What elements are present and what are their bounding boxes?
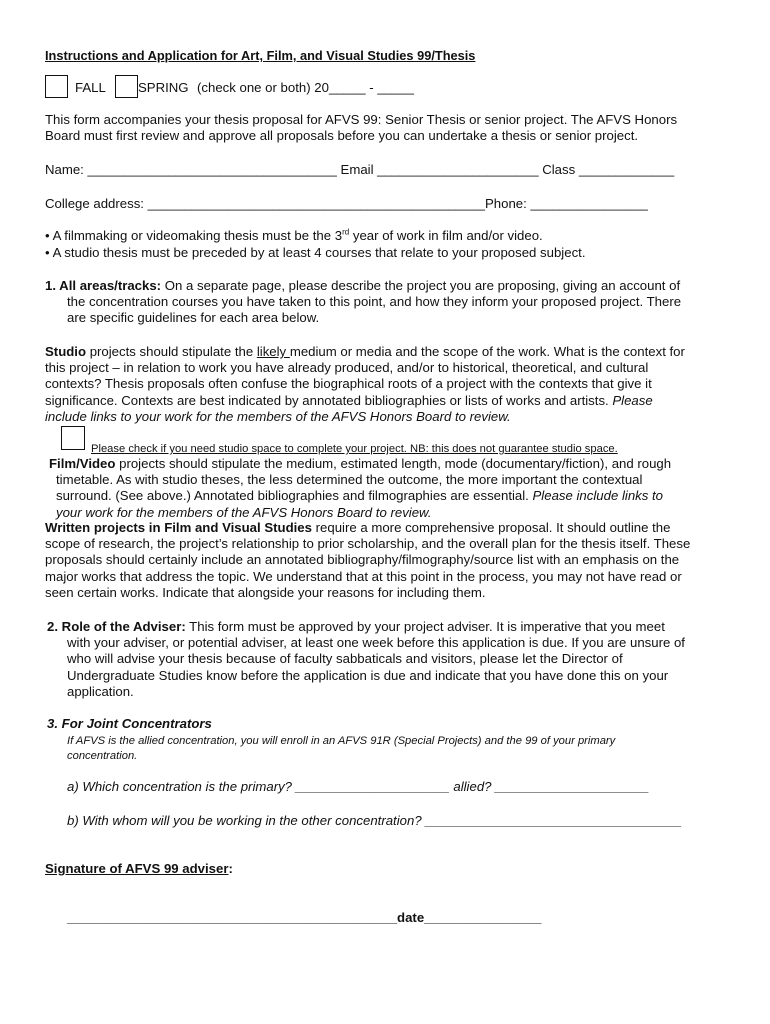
written-projects-label: Written projects in Film and Visual Studies bbox=[45, 520, 312, 535]
written-projects-paragraph: Written projects in Film and Visual Studies require a more comprehensive proposal. It should outline the scope of research, the project’s relationship to prior scholarship, and the overall plan for the thesis itself. These proposals should certainly include an annotated bibliography/filmography/source list with an emphasis on the major works that address the topic. We understand that at this point in the process, you may not have read or seen certain works. Indicate that alongside your reasons for including them. bbox=[45, 520, 691, 600]
studio-paragraph: Studio projects should stipulate the likely medium or media and the scope of the work. What is the context for this project – in relation to work you have already produced, and/or to historical, theoretical, and cultural contexts? Thesis proposals often confuse the biographical roots of a project with the contexts that give it significance. Contexts are best indicated by annotated bibliographies or lists of works and artists. Please include links to your work for the members of the AFVS Honors Board to review. bbox=[45, 344, 685, 424]
studio-space-checkbox[interactable] bbox=[61, 426, 85, 450]
section-2-heading: Role of the Adviser: bbox=[61, 619, 186, 634]
bullet-text: year of work in film and/or video. bbox=[349, 228, 543, 243]
section-2-number: 2. bbox=[47, 619, 58, 634]
bullet-text: A filmmaking or videomaking thesis must be the 3 bbox=[52, 228, 343, 243]
bullet-text: A studio thesis must be preceded by at least 4 courses that relate to your proposed subject. bbox=[52, 245, 586, 260]
bullet-studio-requirement bbox=[45, 245, 586, 261]
spring-label: SPRING bbox=[138, 80, 189, 95]
term-year-note: (check one or both) 20_____ - _____ bbox=[197, 80, 415, 95]
section-3-note: If AFVS is the allied concentration, you will enroll in an AFVS 91R (Special Projects) and the 99 of your primary concentration. bbox=[67, 735, 616, 762]
section-3-heading: 3. For Joint Concentrators bbox=[47, 716, 212, 731]
signature-label: Signature of AFVS 99 adviser bbox=[45, 861, 229, 876]
studio-space-label: Please check if you need studio space to complete your project. NB: this does not guarantee studio space. bbox=[91, 443, 618, 455]
intro-line: Board must first review and approve all proposals before you can undertake a thesis or senior project. bbox=[45, 128, 639, 144]
primary-allied-field[interactable]: a) Which concentration is the primary? _____________________ allied? _____________________ bbox=[67, 779, 650, 794]
film-video-label: Film/Video bbox=[49, 456, 116, 471]
other-concentration-field[interactable]: b) With whom will you be working in the other concentration? ___________________________________ bbox=[67, 813, 683, 828]
signature-date-line[interactable]: _____________________________________________date________________ bbox=[67, 910, 542, 925]
intro-line: This form accompanies your thesis proposal for AFVS 99: Senior Thesis or senior project. The AFVS Honors bbox=[45, 112, 678, 127]
section-1-line: 1. All areas/tracks: On a separate page, please describe the project you are proposing, giving an account of bbox=[45, 278, 681, 293]
film-video-paragraph: Film/Video projects should stipulate the medium, estimated length, mode (documentary/fiction), and rough timetable. As with studio theses, the less determined the outcome, the more important the contextual surround. (See above.) Annotated bibliographies and filmographies are essential. Please include links to your work for the members of the AFVS Honors Board to review. bbox=[49, 456, 672, 520]
section-1-line: the concentration courses you have taken to this point, and how they inform your proposed project. There bbox=[67, 294, 682, 310]
spring-checkbox[interactable] bbox=[115, 75, 138, 98]
fall-checkbox[interactable] bbox=[45, 75, 68, 98]
bullet-dot: • bbox=[45, 245, 50, 260]
section-1-heading: 1. All areas/tracks: bbox=[45, 278, 162, 293]
college-address-phone-field[interactable]: College address: ______________________________________________Phone: ________________ bbox=[45, 196, 648, 211]
studio-label: Studio bbox=[45, 344, 87, 359]
name-email-class-field[interactable]: Name: __________________________________ Email ______________________ Class _____________ bbox=[45, 162, 675, 177]
bullet-film-requirement bbox=[45, 228, 543, 244]
section-1-line: are specific guidelines for each area below. bbox=[67, 310, 320, 326]
bullet-superscript: rd bbox=[342, 227, 350, 237]
signature-heading: Signature of AFVS 99 adviser: bbox=[45, 861, 233, 876]
intro-paragraph bbox=[45, 112, 677, 144]
section-1 bbox=[45, 278, 681, 327]
bullet-dot: • bbox=[45, 228, 50, 243]
fall-label: FALL bbox=[75, 80, 106, 95]
section-2: 2. Role of the Adviser: This form must be approved by your project adviser. It is imperative that you meet with your adviser, or potential adviser, at least one week before this application is due. If you are unsure of who will advise your thesis because of faculty sabbaticals and visitors, please let the Director of Undergraduate Studies know before the application is due and indicate that you have done this on your application. bbox=[47, 619, 685, 699]
page-title: Instructions and Application for Art, Film, and Visual Studies 99/Thesis bbox=[45, 48, 476, 63]
